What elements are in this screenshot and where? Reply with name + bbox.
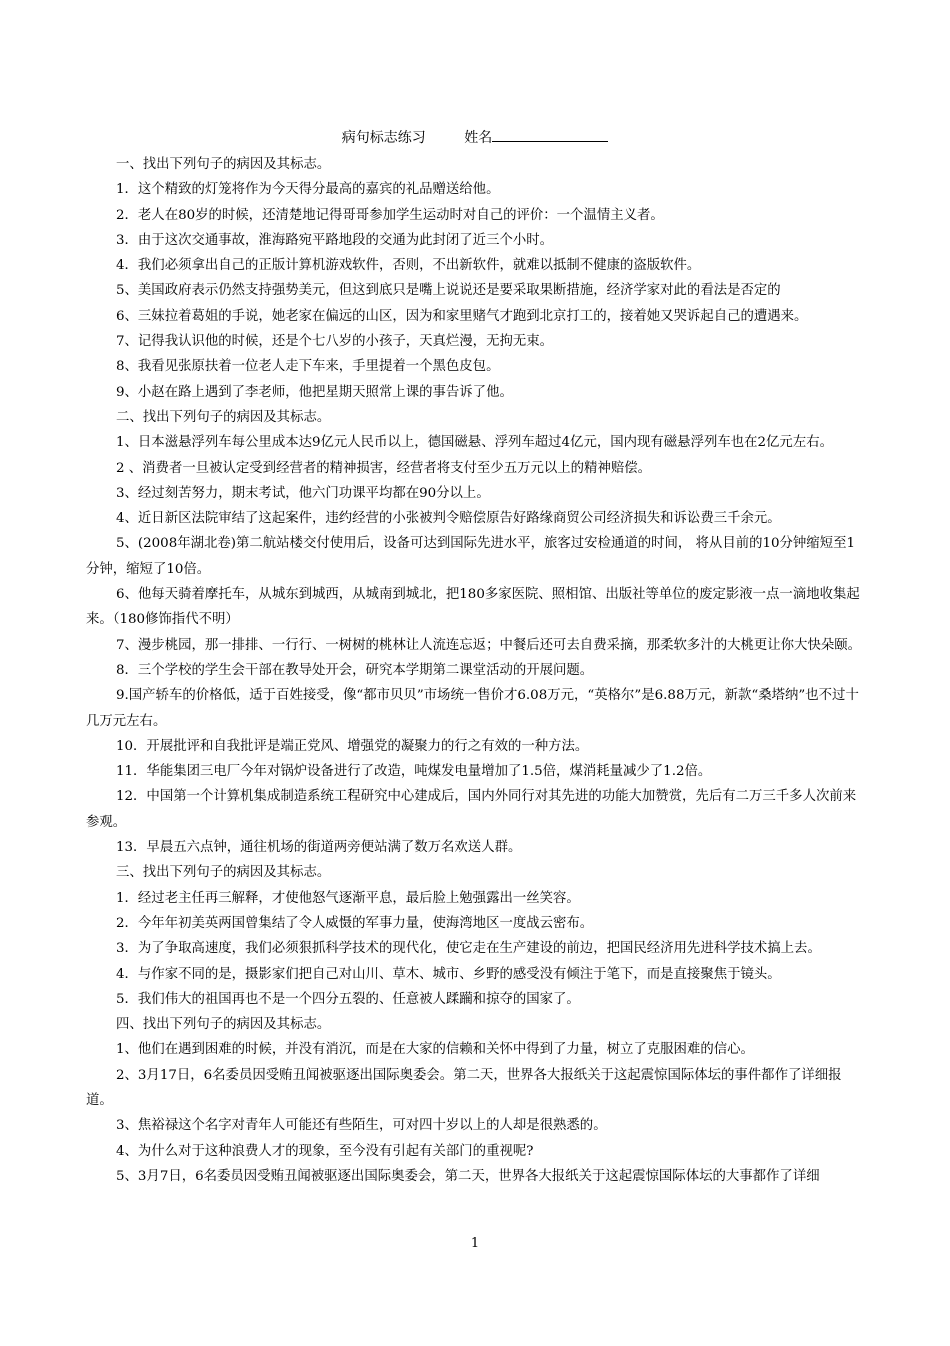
paragraph: 二、找出下列句子的病因及其标志。 xyxy=(116,409,331,425)
paragraph: 13．早晨五六点钟，通往机场的街道两旁便站满了数万名欢送人群。 xyxy=(116,840,522,856)
paragraph: 5、3月7日，6名委员因受贿丑闻被驱逐出国际奥委会，第二天，世界各大报纸关于这起震惊国际体坛的大事都作了详细 xyxy=(116,1168,820,1184)
paragraph: 1．经过老主任再三解释，才使他怒气逐渐平息，最后脸上勉强露出一丝笑容。 xyxy=(116,890,580,906)
paragraph: 2 、消费者一旦被认定受到经营者的精神损害，经营者将支付至少五万元以上的精神赔偿。 xyxy=(116,460,652,476)
paragraph: 3、经过刻苦努力，期末考试，他六门功课平均都在90分以上。 xyxy=(116,485,490,501)
paragraph: 11．华能集团三电厂今年对锅炉设备进行了改造，吨煤发电量增加了1.5倍，煤消耗量减少了1.2倍。 xyxy=(116,764,712,780)
paragraph: 3．由于这次交通事故，淮海路宛平路地段的交通为此封闭了近三个小时。 xyxy=(116,232,554,248)
paragraph: 5、(2008年湖北卷)第二航站楼交付使用后，设备可达到国际先进水平，旅客过安检通道的时间， 将从目前的10分钟缩短至1分钟，缩短了10倍。 xyxy=(86,536,855,577)
title-row xyxy=(0,127,950,147)
paragraph: 三、找出下列句子的病因及其标志。 xyxy=(116,865,331,881)
paragraph: 6、他每天骑着摩托车，从城东到城西，从城南到城北，把180多家医院、照相馆、出版社等单位的废定影液一点一滴地收集起来。（180修饰指代不明） xyxy=(86,587,860,628)
paragraph: 2、3月17日，6名委员因受贿丑闻被驱逐出国际奥委会。第二天，世界各大报纸关于这起震惊国际体坛的事件都作了详细报道。 xyxy=(86,1067,842,1108)
exercise-content xyxy=(86,152,864,1189)
paragraph: 6、三妹拉着葛姐的手说，她老家在偏远的山区，因为和家里赌气才跑到北京打工的，接着她又哭诉起自己的遭遇来。 xyxy=(116,308,808,324)
page-number: 1 xyxy=(470,1236,480,1251)
paragraph: 4、近日新区法院审结了这起案件，违约经营的小张被判令赔偿原告好路缘商贸公司经济损失和诉讼费三千余元。 xyxy=(116,511,781,527)
paragraph: 3、焦裕禄这个名字对青年人可能还有些陌生，可对四十岁以上的人却是很熟悉的。 xyxy=(116,1118,607,1134)
paragraph: 12．中国第一个计算机集成制造系统工程研究中心建成后，国内外同行对其先进的功能大加赞赏，先后有二万三千多人次前来参观。 xyxy=(86,789,857,830)
paragraph: 10．开展批评和自我批评是端正党风、增强党的凝聚力的行之有效的一种方法。 xyxy=(116,738,589,754)
paragraph: 一、找出下列句子的病因及其标志。 xyxy=(116,157,331,172)
paragraph: 4．与作家不同的是，摄影家们把自己对山川、草木、城市、乡野的感受没有倾注于笔下，而是直接聚焦于镜头。 xyxy=(116,966,781,982)
paragraph: 1．这个精致的灯笼将作为今天得分最高的嘉宾的礼品赠送给他。 xyxy=(116,182,500,198)
name-blank-line[interactable] xyxy=(492,127,608,142)
paragraph: 5．我们伟大的祖国再也不是一个四分五裂的、任意被人蹂躏和掠夺的国家了。 xyxy=(116,991,580,1007)
paragraph: 5、美国政府表示仍然支持强势美元，但这到底只是嘴上说说还是要采取果断措施，经济学家对此的看法是否定的 xyxy=(116,283,781,299)
paragraph: 四、找出下列句子的病因及其标志。 xyxy=(116,1017,331,1033)
paragraph: 8、我看见张原扶着一位老人走下车来，手里提着一个黑色皮包。 xyxy=(116,359,500,375)
paragraph: 7、记得我认识他的时候，还是个七八岁的小孩子，天真烂漫，无拘无束。 xyxy=(116,334,554,350)
paragraph: 1、日本滋悬浮列车每公里成本达9亿元人民币以上，德国磁悬、浮列车超过4亿元，国内现有磁悬浮列车也在2亿元左右。 xyxy=(116,435,833,451)
paragraph: 4．我们必须拿出自己的正版计算机游戏软件，否则，不出新软件，就难以抵制不健康的盗版软件。 xyxy=(116,258,701,274)
paragraph: 7、漫步桃园，那一排排、一行行、一树树的桃林让人流连忘返；中餐后还可去自费采摘，那柔软多汁的大桃更让你大快朵颐。 xyxy=(116,637,861,653)
paragraph: 9.国产轿车的价格低，适于百姓接受，像“都市贝贝”市场统一售价才6.08万元，“英格尔”是6.88万元，新款“桑塔纳”也不过十几万元左右。 xyxy=(86,688,859,729)
paragraph: 2．今年年初美英两国曾集结了令人威慑的军事力量，使海湾地区一度战云密布。 xyxy=(116,915,594,931)
paragraph: 1、他们在遇到困难的时候，并没有消沉，而是在大家的信赖和关怀中得到了力量，树立了克服困难的信心。 xyxy=(116,1042,754,1058)
paragraph: 8．三个学校的学生会干部在教导处开会，研究本学期第二课堂活动的开展问题。 xyxy=(116,662,594,678)
paragraph: 9、小赵在路上遇到了李老师，他把星期天照常上课的事告诉了他。 xyxy=(116,384,513,400)
paragraph: 2．老人在80岁的时候，还清楚地记得哥哥参加学生运动时对自己的评价：一个温情主义者。 xyxy=(116,207,664,223)
paragraph: 3．为了争取高速度，我们必须狠抓科学技术的现代化，使它走在生产建设的前边，把国民经济用先进科学技术搞上去。 xyxy=(116,941,821,957)
name-label: 姓名 xyxy=(464,130,493,146)
paragraph: 4、为什么对于这种浪费人才的现象，至今没有引起有关部门的重视呢? xyxy=(116,1143,534,1159)
page-title: 病句标志练习 xyxy=(341,130,426,146)
